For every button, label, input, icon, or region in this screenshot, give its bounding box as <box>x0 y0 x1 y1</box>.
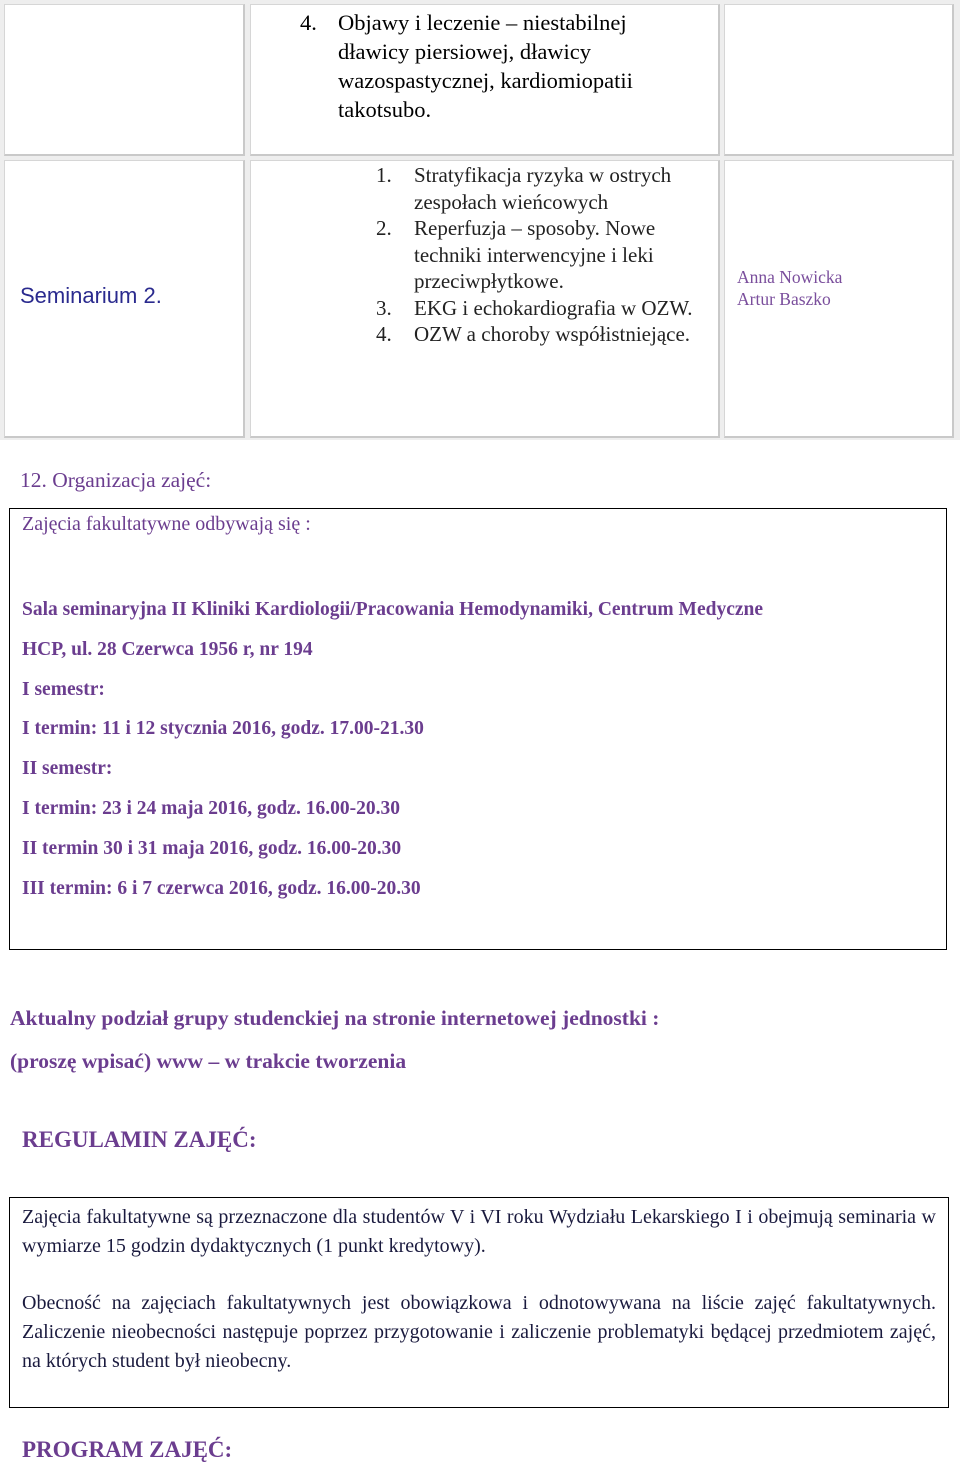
schedule-line: II termin 30 i 31 maja 2016, godz. 16.00-20.30 <box>22 837 402 859</box>
section-number: 12. <box>20 468 47 492</box>
list-item-number: 3. <box>376 295 392 320</box>
list-item <box>300 8 680 124</box>
topic-list-row2 <box>376 162 716 348</box>
list-item-number: 4. <box>376 322 392 346</box>
list-item <box>376 321 716 348</box>
seminar-label: Seminarium 2. <box>20 283 162 308</box>
schedule-line: Sala seminaryjna II Kliniki Kardiologii/Pracowania Hemodynamiki, Centrum Medyczne <box>22 599 763 620</box>
list-item-text: OZW a choroby współistniejące. <box>414 322 691 346</box>
group-assignment-note <box>10 997 659 1083</box>
schedule-line: HCP, ul. 28 Czerwca 1956 r, nr 194 <box>22 638 313 660</box>
program-heading: PROGRAM ZAJĘĆ: <box>22 1437 233 1462</box>
schedule-line: I semestr: <box>22 678 105 700</box>
schedule-line: II semestr: <box>22 758 113 780</box>
regulations-paragraph: Obecność na zajęciach fakultatywnych jest obowiązkowa i odnotowywana na liście zajęć fakultatywnych. Zaliczenie nieobecności następuje poprzez przygotowanie i zaliczenie problematyki będącej przedmiotem zajęć, na których student był nieobecny. <box>22 1292 936 1372</box>
list-item <box>376 162 716 215</box>
list-item-text: Reperfuzja – sposoby. Nowe techniki interwencyjne i leki przeciwpłytkowe. <box>414 216 656 293</box>
schedule-intro: Zajęcia fakultatywne odbywają się : <box>22 513 311 535</box>
list-item <box>376 215 716 295</box>
regulations-paragraph: Zajęcia fakultatywne są przeznaczone dla studentów V i VI roku Wydziału Lekarskiego I i obejmują seminaria w wymiarze 15 godzin dydaktycznych (1 punkt kredytowy). <box>22 1206 936 1257</box>
regulations-heading: REGULAMIN ZAJĘĆ: <box>22 1127 257 1152</box>
schedule-line: I termin: 11 i 12 stycznia 2016, godz. 17.00-21.30 <box>22 718 424 740</box>
list-item-number: 4. <box>300 10 317 35</box>
topic-list-row1 <box>300 8 680 124</box>
table-cell-r1c3 <box>724 4 954 156</box>
teacher-list <box>737 266 842 310</box>
list-item-number: 2. <box>376 216 392 240</box>
list-item-text: Stratyfikacja ryzyka w ostrych zespołach wieńcowych <box>414 163 672 214</box>
schedule-details <box>22 590 932 908</box>
teacher-name: Artur Baszko <box>737 289 831 309</box>
teacher-name: Anna Nowicka <box>737 267 843 287</box>
group-assignment-line: Aktualny podział grupy studenckiej na stronie internetowej jednostki : <box>10 1006 660 1030</box>
section-title: Organizacja zajęć: <box>52 468 212 492</box>
list-item-text: EKG i echokardiografia w OZW. <box>414 295 693 320</box>
list-item-number: 1. <box>376 163 392 187</box>
list-item-text: Objawy i leczenie – niestabilnej dławicy piersiowej, dławicy wazospastycznej, kardiomiopatii takotsubo. <box>338 10 633 122</box>
list-item <box>376 295 716 322</box>
section-heading <box>20 468 211 493</box>
table-cell-r1c1 <box>4 4 245 156</box>
group-assignment-line: (proszę wpisać) www – w trakcie tworzenia <box>10 1049 407 1073</box>
schedule-line: I termin: 23 i 24 maja 2016, godz. 16.00-20.30 <box>22 797 401 819</box>
schedule-line: III termin: 6 i 7 czerwca 2016, godz. 16.00-20.30 <box>22 877 421 899</box>
